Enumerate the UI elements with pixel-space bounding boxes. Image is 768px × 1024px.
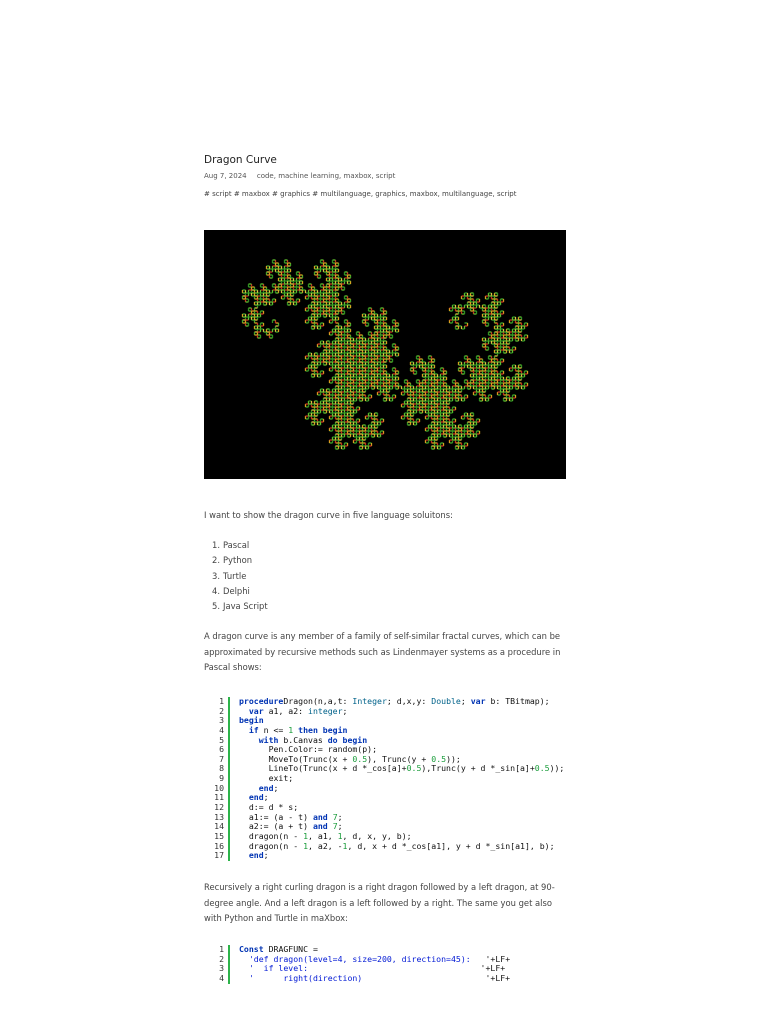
code-text: LineTo(Trunc(x + d *_cos[a]+0.5),Trunc(y + d *_sin[a]+0.5));: [239, 763, 565, 774]
code-text: d:= d * s;: [239, 802, 299, 813]
gutter-bar: [228, 945, 230, 955]
code-line: [204, 974, 584, 984]
dragon-curve-image: [204, 230, 566, 479]
pascal-code-block: [204, 697, 584, 861]
list-number: 3.: [212, 570, 220, 581]
line-number: 16: [214, 840, 224, 851]
gutter-bar: [228, 736, 230, 746]
code-text: Const DRAGFUNC =: [239, 944, 318, 954]
definition-paragraph: A dragon curve is any member of a family of self-similar fractal curves, which can be approximated by recursive methods such as Lindenmayer systems as a procedure in Pascal shows:: [204, 631, 561, 672]
code-text: 'def dragon(level=4, size=200, direction=45): '+LF+: [248, 953, 511, 964]
code-text: ' if level: '+LF+: [248, 963, 506, 974]
list-label: Python: [223, 555, 253, 566]
language-item: [204, 553, 268, 568]
line-number: 3: [219, 963, 224, 974]
gutter-bar: [228, 726, 230, 736]
gutter-bar: [228, 784, 230, 794]
gutter-bar: [228, 764, 230, 774]
code-text: a2:= (a + t) and 7;: [239, 821, 343, 832]
code-text: begin: [239, 715, 264, 726]
line-number: 4: [219, 724, 224, 735]
line-number: 17: [214, 850, 224, 861]
code-text: if n <= 1 then begin: [248, 724, 348, 735]
gutter-bar: [228, 793, 230, 803]
gutter-bar: [228, 842, 230, 852]
code-text: end;: [248, 850, 269, 861]
list-label: Pascal: [223, 540, 250, 550]
line-number: 15: [214, 830, 224, 841]
line-number: 6: [219, 744, 224, 755]
list-label: Java Script: [223, 601, 268, 612]
gutter-bar: [228, 774, 230, 784]
dragon-fractal: [204, 230, 566, 479]
code-text: Pen.Color:= random(p);: [239, 744, 378, 755]
line-number: 1: [219, 696, 224, 706]
line-number: 2: [219, 705, 224, 716]
line-number: 4: [219, 972, 224, 983]
code-text: var a1, a2: integer;: [248, 705, 348, 716]
line-number: 13: [214, 811, 224, 822]
gutter-bar: [228, 851, 230, 861]
post-date[interactable]: Aug 7, 2024: [204, 172, 247, 180]
line-number: 11: [214, 792, 224, 803]
line-number: 14: [214, 821, 224, 832]
code-text: dragon(n - 1, a1, 1, d, x, y, b);: [239, 830, 412, 841]
gutter-bar: [228, 974, 230, 984]
gutter-bar: [228, 755, 230, 765]
line-number: 12: [214, 802, 224, 813]
code-text: procedureDragon(n,a,t: Integer; d,x,y: Double; var b: TBitmap);: [239, 696, 550, 706]
list-number: 1.: [212, 540, 220, 550]
gutter-bar: [228, 803, 230, 813]
recursion-paragraph: Recursively a right curling dragon is a right dragon followed by a left dragon, at 90-degree angle. And a left dragon is a left followed by a right. The same you get also with Python and Turtle in maXbox:: [204, 882, 555, 923]
gutter-bar: [228, 822, 230, 832]
code-text: ' right(direction) '+LF+: [248, 972, 511, 983]
post-title[interactable]: Dragon Curve: [204, 154, 277, 166]
code-line: [204, 851, 584, 861]
intro-paragraph: I want to show the dragon curve in five language soluitons:: [204, 510, 453, 520]
gutter-bar: [228, 813, 230, 823]
list-number: 4.: [212, 585, 220, 596]
language-item: [204, 584, 268, 599]
gutter-bar: [228, 964, 230, 974]
gutter-bar: [228, 832, 230, 842]
code-text: end;: [258, 782, 279, 793]
dragon-strokes: [243, 260, 528, 449]
gutter-bar: [228, 707, 230, 717]
line-number: 9: [219, 773, 224, 784]
language-item: [204, 599, 268, 614]
code-text: MoveTo(Trunc(x + 0.5), Trunc(y + 0.5));: [239, 753, 461, 764]
language-list: [204, 538, 268, 614]
list-label: Delphi: [223, 585, 250, 596]
post-tags[interactable]: # script # maxbox # graphics # multilanguage, graphics, maxbox, multilanguage, script: [204, 190, 517, 198]
list-number: 5.: [212, 601, 220, 612]
line-number: 2: [219, 953, 224, 964]
code-text: end;: [248, 792, 269, 803]
line-number: 7: [219, 753, 224, 764]
language-item: [204, 569, 268, 584]
code-text: exit;: [239, 773, 294, 784]
python-code-block: [204, 945, 584, 984]
gutter-bar: [228, 955, 230, 965]
line-number: 3: [219, 715, 224, 726]
code-text: with b.Canvas do begin: [258, 734, 368, 745]
line-number: 10: [214, 782, 224, 793]
code-text: dragon(n - 1, a2, -1, d, x + d *_cos[a1], y + d *_sin[a1], b);: [239, 840, 555, 851]
gutter-bar: [228, 716, 230, 726]
language-item: [204, 538, 268, 553]
gutter-bar: [228, 745, 230, 755]
list-label: Turtle: [223, 570, 247, 581]
line-number: 8: [219, 763, 224, 774]
post-meta: [204, 172, 395, 180]
line-number: 5: [219, 734, 224, 745]
code-text: a1:= (a - t) and 7;: [239, 811, 343, 822]
list-number: 2.: [212, 555, 220, 566]
line-number: 1: [219, 944, 224, 954]
gutter-bar: [228, 697, 230, 707]
post-categories[interactable]: code, machine learning, maxbox, script: [256, 172, 396, 180]
